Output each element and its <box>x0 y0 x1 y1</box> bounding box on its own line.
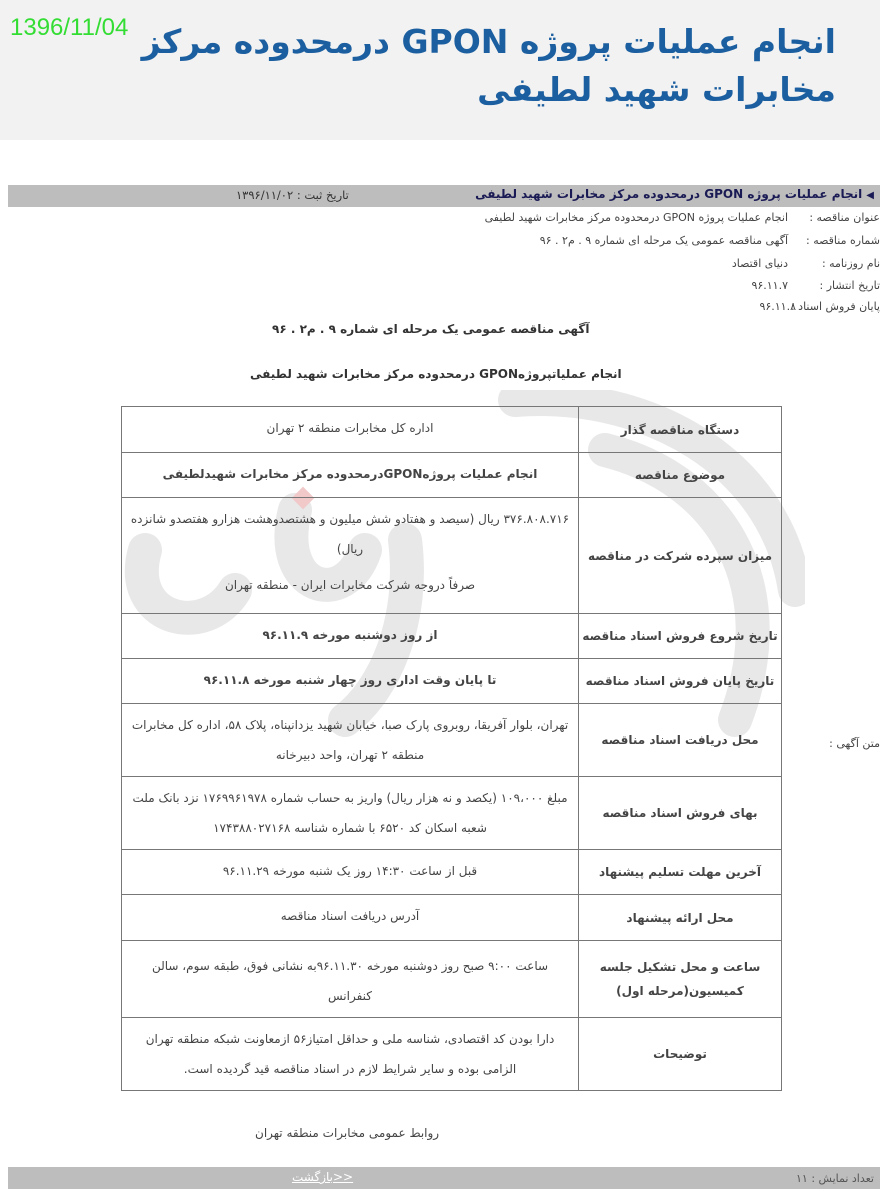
meta-label-publish: تاریخ انتشار : <box>819 279 880 292</box>
table-value: از روز دوشنبه مورخه ۹۶.۱۱.۹ <box>122 614 579 659</box>
meta-label-end: پایان فروش اسناد : <box>790 300 880 313</box>
table-value: انجام عملیات پروژهGPONدرمحدوده مرکز مخابرات شهیدلطیفی <box>122 453 579 498</box>
page-header <box>0 0 880 140</box>
table-key: موضوع مناقصه <box>579 453 782 498</box>
table-row <box>122 407 782 453</box>
notice-bar-title-wrap <box>475 187 874 201</box>
deposit-amount: ۳۷۶.۸۰۸.۷۱۶ ریال (سیصد و هفتادو شش میلیون و هشتصدوهشت هزارو هفتصدو شانزده ریال) <box>130 512 570 556</box>
table-value: تا پایان وقت اداری روز چهار شنبه مورخه ۹۶.۱۱.۸ <box>122 659 579 704</box>
table-row <box>122 498 782 614</box>
registration-date: تاریخ ثبت : ۱۳۹۶/۱۱/۰۲ <box>236 188 349 202</box>
table-value: قبل از ساعت ۱۴:۳۰ روز یک شنبه مورخه ۹۶.۱۱.۲۹ <box>122 850 579 895</box>
tender-details-table <box>121 406 782 1091</box>
table-row <box>122 941 782 1018</box>
page-title: انجام عملیات پروژه GPON درمحدوده مرکز مخابرات شهید لطیفی <box>141 22 836 109</box>
back-link[interactable]: <<بازگشت <box>292 1170 354 1184</box>
meta-label-title: عنوان مناقصه : <box>809 211 880 224</box>
table-value: دارا بودن کد اقتصادی، شناسه ملی و حداقل امتیاز۵۶ ازمعاونت شبکه منطقه تهران الزامی بوده و سایر شرایط لازم در اسناد مناقصه قید گردیده است. <box>122 1018 579 1091</box>
triangle-left-icon: ◀ <box>866 190 874 201</box>
notice-signature: روابط عمومی مخابرات منطقه تهران <box>255 1126 440 1140</box>
table-key: بهای فروش اسناد مناقصه <box>579 777 782 850</box>
notice-heading-subject: انجام عملیاتپروژهGPON درمحدوده مرکز مخابرات شهید لطیفی <box>250 367 622 381</box>
meta-value-number: آگهی مناقصه عمومی یک مرحله ای شماره ۹ . م۲ . ۹۶ <box>539 234 788 247</box>
meta-row-paper <box>0 257 880 273</box>
table-value: اداره کل مخابرات منطقه ۲ تهران <box>122 407 579 453</box>
table-row <box>122 895 782 941</box>
meta-row-end <box>0 300 880 316</box>
table-value: مبلغ ۱۰۹،۰۰۰ (یکصد و نه هزار ریال) واریز به حساب شماره ۱۷۶۹۹۶۱۹۷۸ نزد بانک ملت شعبه اسکان کد ۶۵۲۰ با شماره شناسه ۱۷۴۳۸۸۰۲۷۱۶۸ <box>122 777 579 850</box>
table-row <box>122 704 782 777</box>
meta-row-publish <box>0 279 880 295</box>
table-row <box>122 850 782 895</box>
notice-heading-number: آگهی مناقصه عمومی یک مرحله ای شماره ۹ . م۲ . ۹۶ <box>272 322 590 336</box>
table-row <box>122 453 782 498</box>
table-row <box>122 614 782 659</box>
table-row <box>122 659 782 704</box>
table-key: تاریخ پایان فروش اسناد مناقصه <box>579 659 782 704</box>
meta-row-title <box>0 211 880 227</box>
table-row <box>122 777 782 850</box>
footer-bar <box>8 1167 880 1189</box>
table-key: تاریخ شروع فروش اسناد مناقصه <box>579 614 782 659</box>
table-key: توضیحات <box>579 1018 782 1091</box>
meta-value-end: ۹۶.۱۱.۸ <box>759 300 796 313</box>
table-key: محل ارائه پیشنهاد <box>579 895 782 941</box>
table-key: ساعت و محل تشکیل جلسه کمیسیون(مرحله اول) <box>579 941 782 1018</box>
table-row <box>122 1018 782 1091</box>
table-key: محل دریافت اسناد مناقصه <box>579 704 782 777</box>
meta-row-number <box>0 234 880 250</box>
notice-bar-title: انجام عملیات پروژه GPON درمحدوده مرکز مخابرات شهید لطیفی <box>475 187 863 201</box>
publish-date: 1396/11/04 <box>10 14 129 41</box>
table-value: تهران، بلوار آفریقا، روبروی پارک صبا، خیابان شهید یزدانپناه، پلاک ۵۸، اداره کل مخابرات منطقه ۲ تهران، واحد دبیرخانه <box>122 704 579 777</box>
meta-value-title: انجام عملیات پروژه GPON درمحدوده مرکز مخابرات شهید لطیفی <box>484 211 788 224</box>
table-key: میزان سپرده شرکت در مناقصه <box>579 498 782 614</box>
table-key: دستگاه مناقصه گذار <box>579 407 782 453</box>
table-value: آدرس دریافت اسناد مناقصه <box>122 895 579 941</box>
view-count: تعداد نمایش : ۱۱ <box>796 1172 874 1185</box>
table-value-cell <box>122 498 579 614</box>
meta-label-paper: نام روزنامه : <box>821 257 880 270</box>
meta-value-publish: ۹۶.۱۱.۷ <box>751 279 788 292</box>
meta-label-text: متن آگهی : <box>829 737 880 750</box>
notice-title-bar <box>8 185 880 207</box>
meta-value-paper: دنیای اقتصاد <box>731 257 788 270</box>
deposit-payee: صرفاً دروجه شرکت مخابرات ایران - منطقه تهران <box>224 578 476 592</box>
meta-label-number: شماره مناقصه : <box>806 234 880 247</box>
table-key: آخرین مهلت تسلیم پیشنهاد <box>579 850 782 895</box>
table-value: ساعت ۹:۰۰ صبح روز دوشنبه مورخه ۹۶.۱۱.۳۰به نشانی فوق، طبقه سوم، سالن کنفرانس <box>122 941 579 1018</box>
